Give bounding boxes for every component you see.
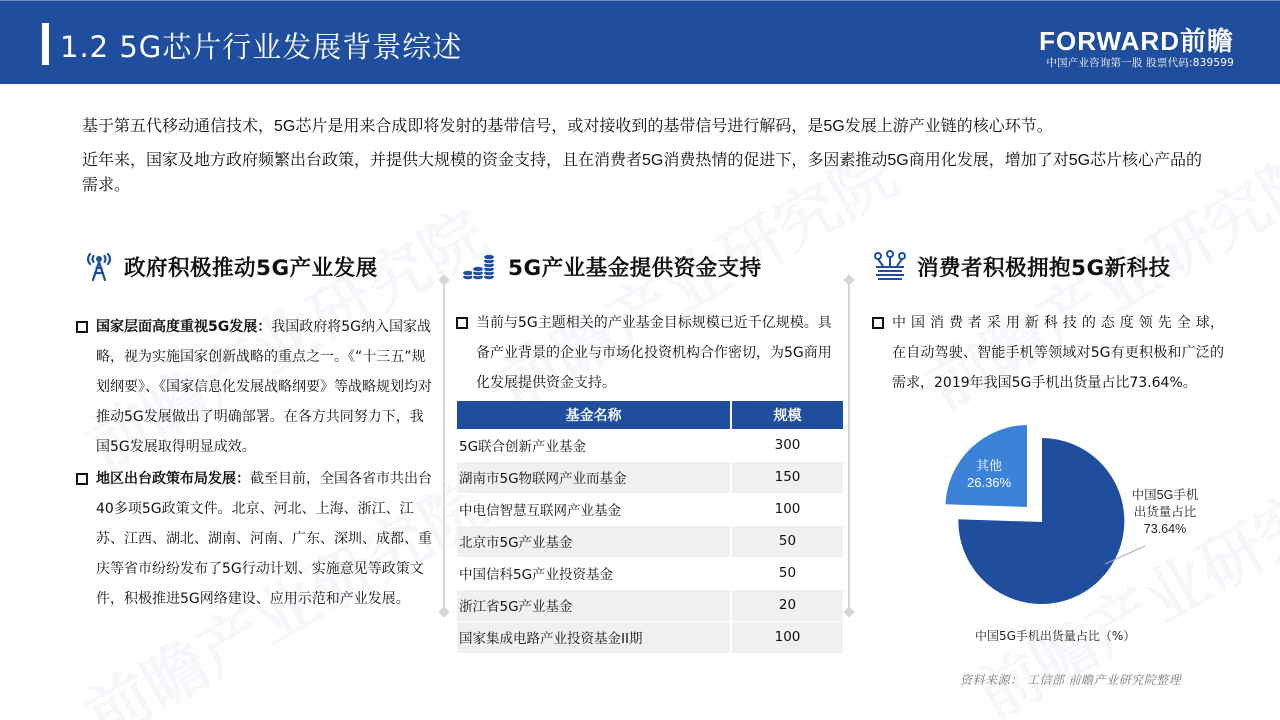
fund-bullet — [456, 308, 841, 398]
fund-name: 北京市5G产业基金 — [457, 525, 731, 557]
gov-bullets — [76, 312, 436, 614]
fund-scale: 20 — [731, 589, 843, 621]
table-header-row — [457, 401, 843, 429]
bullet-item — [872, 308, 1224, 398]
table-row — [457, 461, 843, 493]
section-title-consumer — [873, 248, 1171, 284]
header-bar — [0, 0, 1280, 84]
column-divider — [848, 280, 850, 612]
fund-name: 中国信科5G产业投资基金 — [457, 557, 731, 589]
pie-label-china — [1130, 487, 1200, 538]
fund-name: 湖南市5G物联网产业而基金 — [457, 461, 731, 493]
section-title-text: 5G产业基金提供资金支持 — [508, 255, 762, 281]
column-header-scale: 规模 — [731, 401, 843, 429]
intro-text — [82, 114, 1212, 207]
section-title-text: 消费者积极拥抱5G新科技 — [917, 255, 1171, 281]
antenna-tower-icon — [84, 250, 114, 282]
fund-scale: 50 — [731, 557, 843, 589]
checkbox-bullet-icon — [76, 473, 88, 485]
page-title: 1.2 5G芯片行业发展背景综述 — [60, 30, 463, 64]
checkbox-bullet-icon — [76, 321, 88, 333]
bullet-heading: 地区出台政策布局发展： — [96, 471, 250, 487]
fund-scale: 100 — [731, 493, 843, 525]
brand-subtitle: 中国产业咨询第一股 股票代码:839599 — [1046, 57, 1234, 69]
intro-paragraph: 近年来，国家及地方政府频繁出台政策，并提供大规模的资金支持，且在消费者5G消费热情的促进下，多因素推动5G商用化发展，增加了对5G芯片核心产品的需求。 — [82, 152, 1203, 194]
checkbox-bullet-icon — [456, 317, 468, 329]
brand-logo-text: FORWARD前瞻 — [1039, 26, 1234, 56]
table-row — [457, 525, 843, 557]
fund-scale: 50 — [731, 525, 843, 557]
bullet-text: 中 国 消 费 者 采 用 新 科 技 的 态 度 领 先 全 球，在自动驾驶、智能手机等领域对5G有更积极和广泛的需求，2019年我国5G手机出货量占比73.64%。 — [892, 315, 1224, 391]
fund-scale: 150 — [731, 461, 843, 493]
coin-stacks-icon — [462, 251, 498, 281]
table-row — [457, 589, 843, 621]
table-row — [457, 557, 843, 589]
fund-name: 5G联合创新产业基金 — [457, 429, 731, 461]
fund-name: 浙江省5G产业基金 — [457, 589, 731, 621]
intro-paragraph: 基于第五代移动通信技术，5G芯片是用来合成即将发射的基带信号，或对接收到的基带信号进行解码，是5G发展上游产业链的核心环节。 — [82, 118, 1053, 135]
bullet-text: 我国政府将5G纳入国家战略，视为实施国家创新战略的重点之一。《“十三五”规划纲要》、《国家信息化发展战略纲要》等战略规划均对推动5G发展做出了明确部署。在各方共同努力下，我国5G发展取得明显成效。 — [96, 319, 432, 455]
consumer-bullet — [872, 308, 1224, 398]
table-row — [457, 493, 843, 525]
fund-name: 国家集成电路产业投资基金II期 — [457, 621, 731, 653]
pie-caption: 中国5G手机出货量占比（%） — [975, 629, 1136, 643]
column-header-name: 基金名称 — [457, 401, 731, 429]
source-note: 资料来源： 工信部 前瞻产业研究院整理 — [960, 673, 1182, 687]
fund-name: 中电信智慧互联网产业基金 — [457, 493, 731, 525]
pie-label-other-name: 其他 — [976, 458, 1003, 473]
bullet-item — [76, 464, 436, 614]
fund-scale: 300 — [731, 429, 843, 461]
consumers-network-icon — [873, 250, 907, 282]
section-title-gov — [84, 248, 378, 284]
bullet-heading: 国家层面高度重视5G发展： — [96, 319, 272, 335]
bullet-text: 当前与5G主题相关的产业基金目标规模已近千亿规模。具备产业背景的企业与市场化投资机构合作密切，为5G商用化发展提供资金支持。 — [476, 315, 832, 391]
brand-logo — [1039, 28, 1234, 70]
table-row — [457, 429, 843, 461]
column-divider — [443, 280, 445, 612]
checkbox-bullet-icon — [872, 317, 884, 329]
bullet-item — [456, 308, 841, 398]
section-title-fund — [462, 248, 762, 284]
fund-scale: 100 — [731, 621, 843, 653]
table-row — [457, 621, 843, 653]
pie-label-other — [967, 457, 1011, 491]
pie-label-other-value: 26.36% — [967, 475, 1012, 490]
bullet-item — [76, 312, 436, 462]
title-accent-bar — [42, 23, 49, 65]
section-title-text: 政府积极推动5G产业发展 — [124, 255, 378, 281]
pie-label-china-value: 73.64% — [1143, 522, 1187, 536]
pie-label-china-name: 中国5G手机出货量占比 — [1131, 488, 1199, 519]
bullet-text: 截至目前，全国各省市共出台40多项5G政策文件。北京、河北、上海、浙江、江苏、江西、湖北、湖南、河南、广东、深圳、成都、重庆等省市纷纷发布了5G行动计划、实施意见等政策文件，积极推进5G网络建设、应用示范和产业发展。 — [96, 471, 432, 607]
fund-table — [457, 401, 843, 654]
